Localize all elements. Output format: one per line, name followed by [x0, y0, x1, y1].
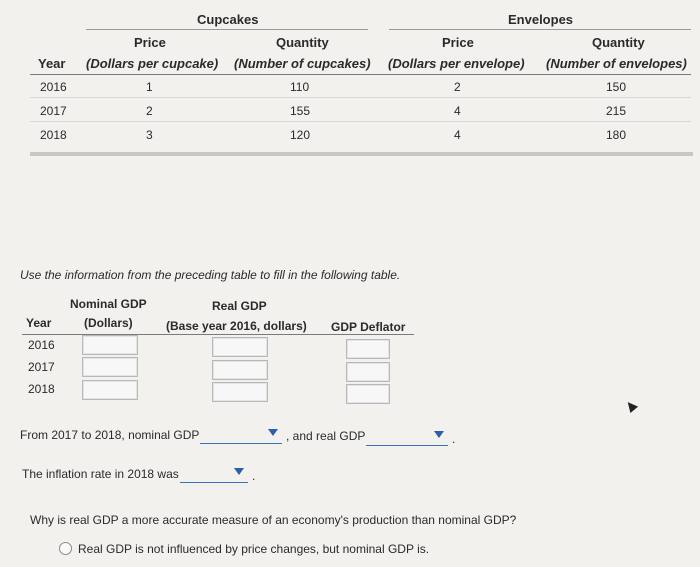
cell-price-cupcake: 3 — [146, 128, 153, 142]
radio-option-1[interactable] — [59, 542, 72, 555]
nominal-gdp-change-dropdown[interactable] — [200, 427, 282, 444]
q1-prefix: From 2017 to 2018, nominal GDP — [20, 428, 200, 442]
cell-year: 2016 — [40, 80, 67, 94]
col-subheader-quantity-envelope: (Number of envelopes) — [546, 56, 687, 71]
col-header-gdp-deflator: GDP Deflator — [331, 320, 406, 334]
col-subheader-price-envelope: (Dollars per envelope) — [388, 56, 525, 71]
nominal-gdp-input[interactable] — [82, 357, 138, 377]
chevron-down-icon — [434, 431, 444, 438]
col-header-price-envelope: Price — [442, 35, 474, 50]
row-year: 2018 — [28, 382, 55, 396]
chevron-down-icon — [234, 468, 244, 475]
col-header-quantity-cupcake: Quantity — [276, 35, 329, 50]
nominal-gdp-input[interactable] — [82, 335, 138, 355]
cell-quantity-envelope: 150 — [606, 80, 627, 94]
group-rule-cupcakes — [86, 29, 368, 30]
cell-quantity-cupcake: 110 — [290, 80, 310, 94]
radio-option-1-label[interactable]: Real GDP is not influenced by price changes, but nominal GDP is. — [78, 542, 430, 556]
gdp-deflator-input[interactable] — [346, 362, 390, 382]
col-subheader-quantity-cupcake: (Number of cupcakes) — [234, 56, 371, 71]
col-header-nominal-gdp: Nominal GDP — [70, 297, 147, 311]
col-header-real-gdp: Real GDP — [212, 299, 267, 313]
gdp-deflator-input[interactable] — [346, 339, 390, 359]
cell-quantity-cupcake: 120 — [290, 128, 311, 142]
col-header-price-cupcake: Price — [134, 35, 166, 50]
instruction-text: Use the information from the preceding table to fill in the following table. — [20, 268, 401, 282]
cell-price-envelope: 4 — [454, 104, 461, 118]
col-header-quantity-envelope: Quantity — [592, 35, 645, 50]
col-subheader-price-cupcake: (Dollars per cupcake) — [86, 56, 219, 71]
real-gdp-input[interactable] — [212, 360, 268, 380]
real-gdp-input[interactable] — [212, 337, 268, 357]
cell-quantity-cupcake: 155 — [290, 104, 311, 118]
cell-price-cupcake: 1 — [146, 80, 153, 94]
header-rule — [30, 74, 691, 75]
q3-question: Why is real GDP a more accurate measure of an economy's production than nominal GDP? — [30, 513, 517, 527]
col-header-year: Year — [26, 316, 52, 330]
header-rule — [22, 334, 414, 335]
q2-suffix: . — [252, 469, 256, 483]
table-bottom-rule — [30, 152, 693, 156]
real-gdp-input[interactable] — [212, 382, 268, 402]
q1-middle: , and real GDP — [286, 429, 366, 443]
cell-year: 2018 — [40, 128, 67, 142]
col-subheader-nominal-gdp: (Dollars) — [84, 316, 133, 330]
row-year: 2016 — [28, 338, 55, 352]
group-header-envelopes: Envelopes — [508, 12, 574, 27]
mouse-cursor-icon — [624, 399, 638, 413]
cell-price-envelope: 2 — [454, 80, 461, 94]
gdp-deflator-input[interactable] — [346, 384, 390, 404]
row-rule — [30, 121, 691, 122]
col-header-year: Year — [38, 56, 66, 71]
row-year: 2017 — [28, 360, 55, 374]
inflation-rate-dropdown[interactable] — [180, 466, 248, 483]
chevron-down-icon — [268, 429, 278, 436]
cell-price-cupcake: 2 — [146, 104, 153, 118]
q1-suffix: . — [452, 432, 456, 446]
cell-quantity-envelope: 215 — [606, 104, 627, 118]
group-header-cupcakes: Cupcakes — [197, 12, 259, 27]
real-gdp-change-dropdown[interactable] — [366, 429, 448, 446]
col-subheader-real-gdp: (Base year 2016, dollars) — [166, 319, 307, 333]
cell-year: 2017 — [40, 104, 67, 118]
group-rule-envelopes — [389, 29, 691, 30]
cell-quantity-envelope: 180 — [606, 128, 627, 142]
row-rule — [30, 97, 691, 98]
nominal-gdp-input[interactable] — [82, 380, 138, 400]
q2-prefix: The inflation rate in 2018 was — [22, 467, 179, 481]
cell-price-envelope: 4 — [454, 128, 461, 142]
